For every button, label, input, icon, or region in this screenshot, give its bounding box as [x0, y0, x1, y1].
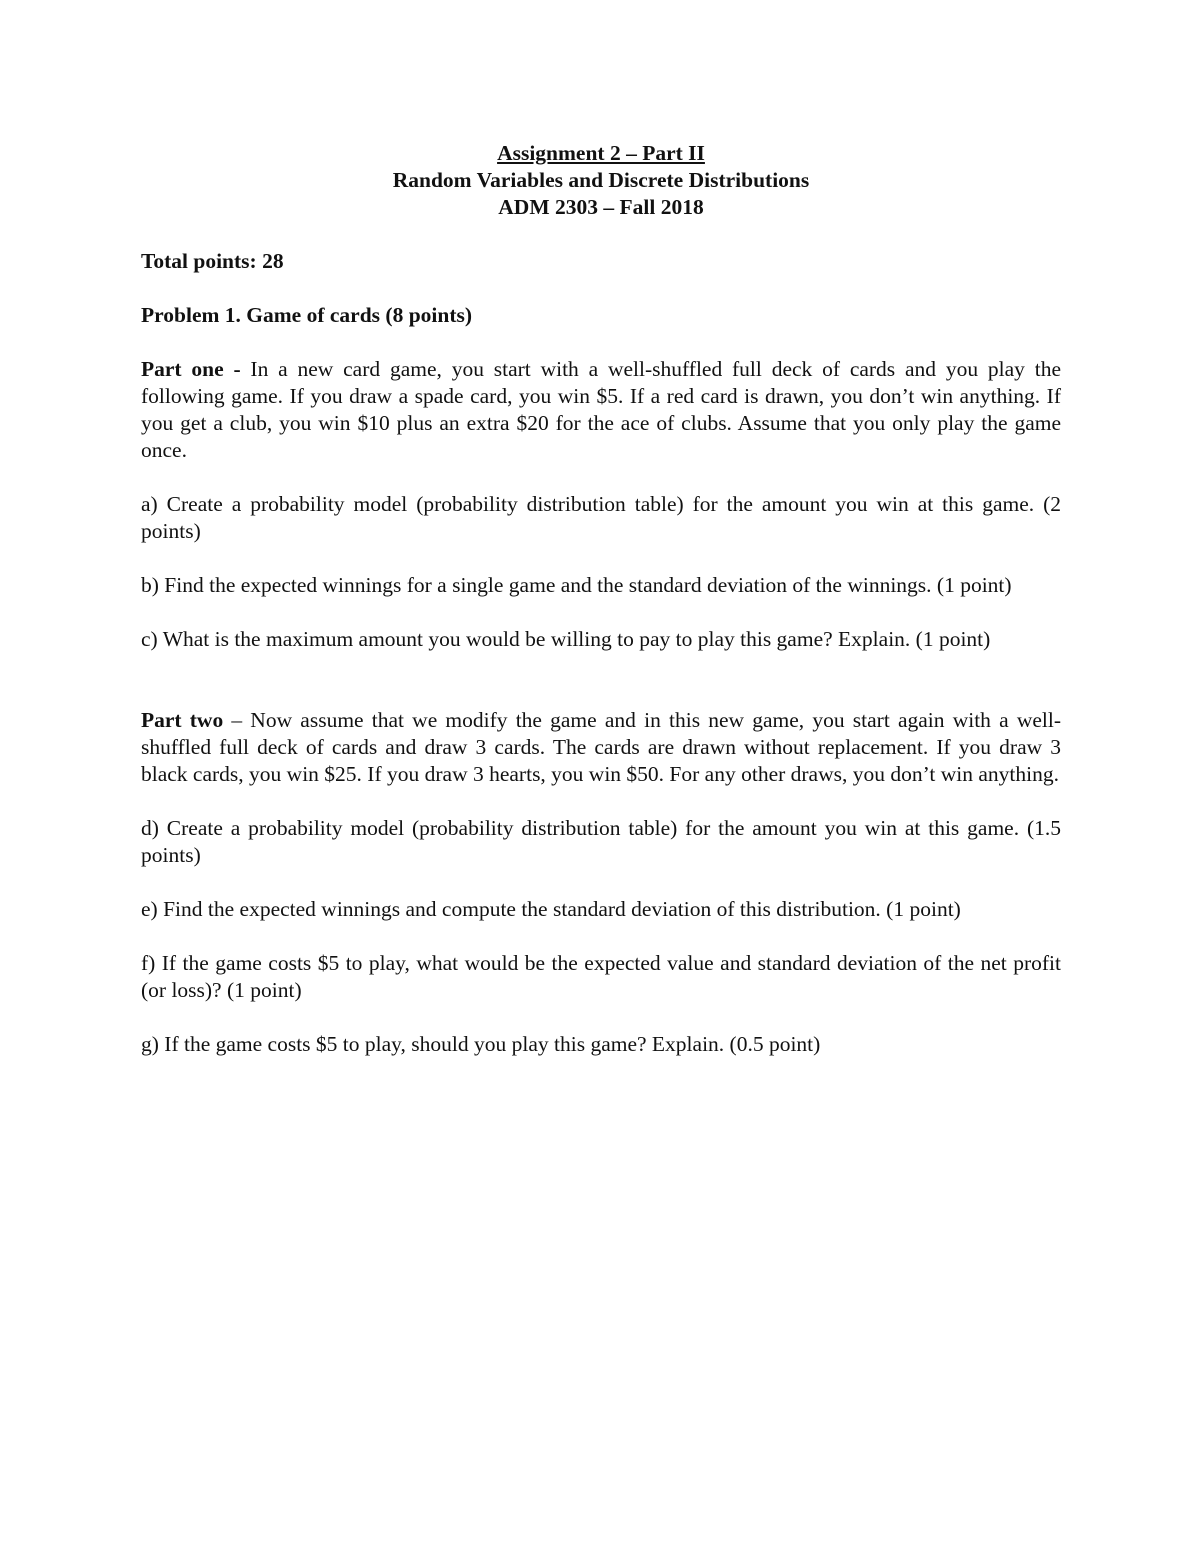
- question-f: f) If the game costs $5 to play, what would be the expected value and standard deviation of the net profit (or loss)? (1 point): [141, 951, 1061, 1002]
- assignment-subtitle: Random Variables and Discrete Distributions: [392, 168, 810, 192]
- question-c: c) What is the maximum amount you would be willing to pay to play this game? Explain. (1 point): [141, 627, 991, 651]
- part-one-lead: Part one -: [141, 357, 241, 381]
- course-line: ADM 2303 – Fall 2018: [498, 195, 704, 219]
- part-one-paragraph: [141, 356, 1061, 464]
- total-points: Total points: 28: [141, 249, 284, 273]
- question-g: g) If the game costs $5 to play, should you play this game? Explain. (0.5 point): [141, 1032, 821, 1056]
- part-one-text: In a new card game, you start with a well-shuffled full deck of cards and you play the following game. If you draw a spade card, you win $5. If a red card is drawn, you don’t win anything. If you get a club, you win $10 plus an extra $20 for the ace of clubs. Assume that you only play the game once.: [141, 357, 1061, 462]
- document-header: [141, 140, 1061, 221]
- assignment-title: Assignment 2 – Part II: [497, 141, 705, 165]
- question-e: e) Find the expected winnings and compute the standard deviation of this distribution. (1 point): [141, 897, 961, 921]
- question-a: a) Create a probability model (probability distribution table) for the amount you win at this game. (2 points): [141, 492, 1061, 543]
- question-d: d) Create a probability model (probability distribution table) for the amount you win at this game. (1.5 points): [141, 816, 1061, 867]
- problem-heading: Problem 1. Game of cards (8 points): [141, 303, 473, 327]
- document-body: [141, 140, 1061, 1058]
- part-two-text: – Now assume that we modify the game and in this new game, you start again with a well-shuffled full deck of cards and draw 3 cards. The cards are drawn without replacement. If you draw 3 black cards, you win $25. If you draw 3 hearts, you win $50. For any other draws, you don’t win anything.: [141, 708, 1061, 786]
- part-two-paragraph: [141, 707, 1061, 788]
- part-two-lead: Part two: [141, 708, 224, 732]
- question-b: b) Find the expected winnings for a single game and the standard deviation of the winnings. (1 point): [141, 573, 1012, 597]
